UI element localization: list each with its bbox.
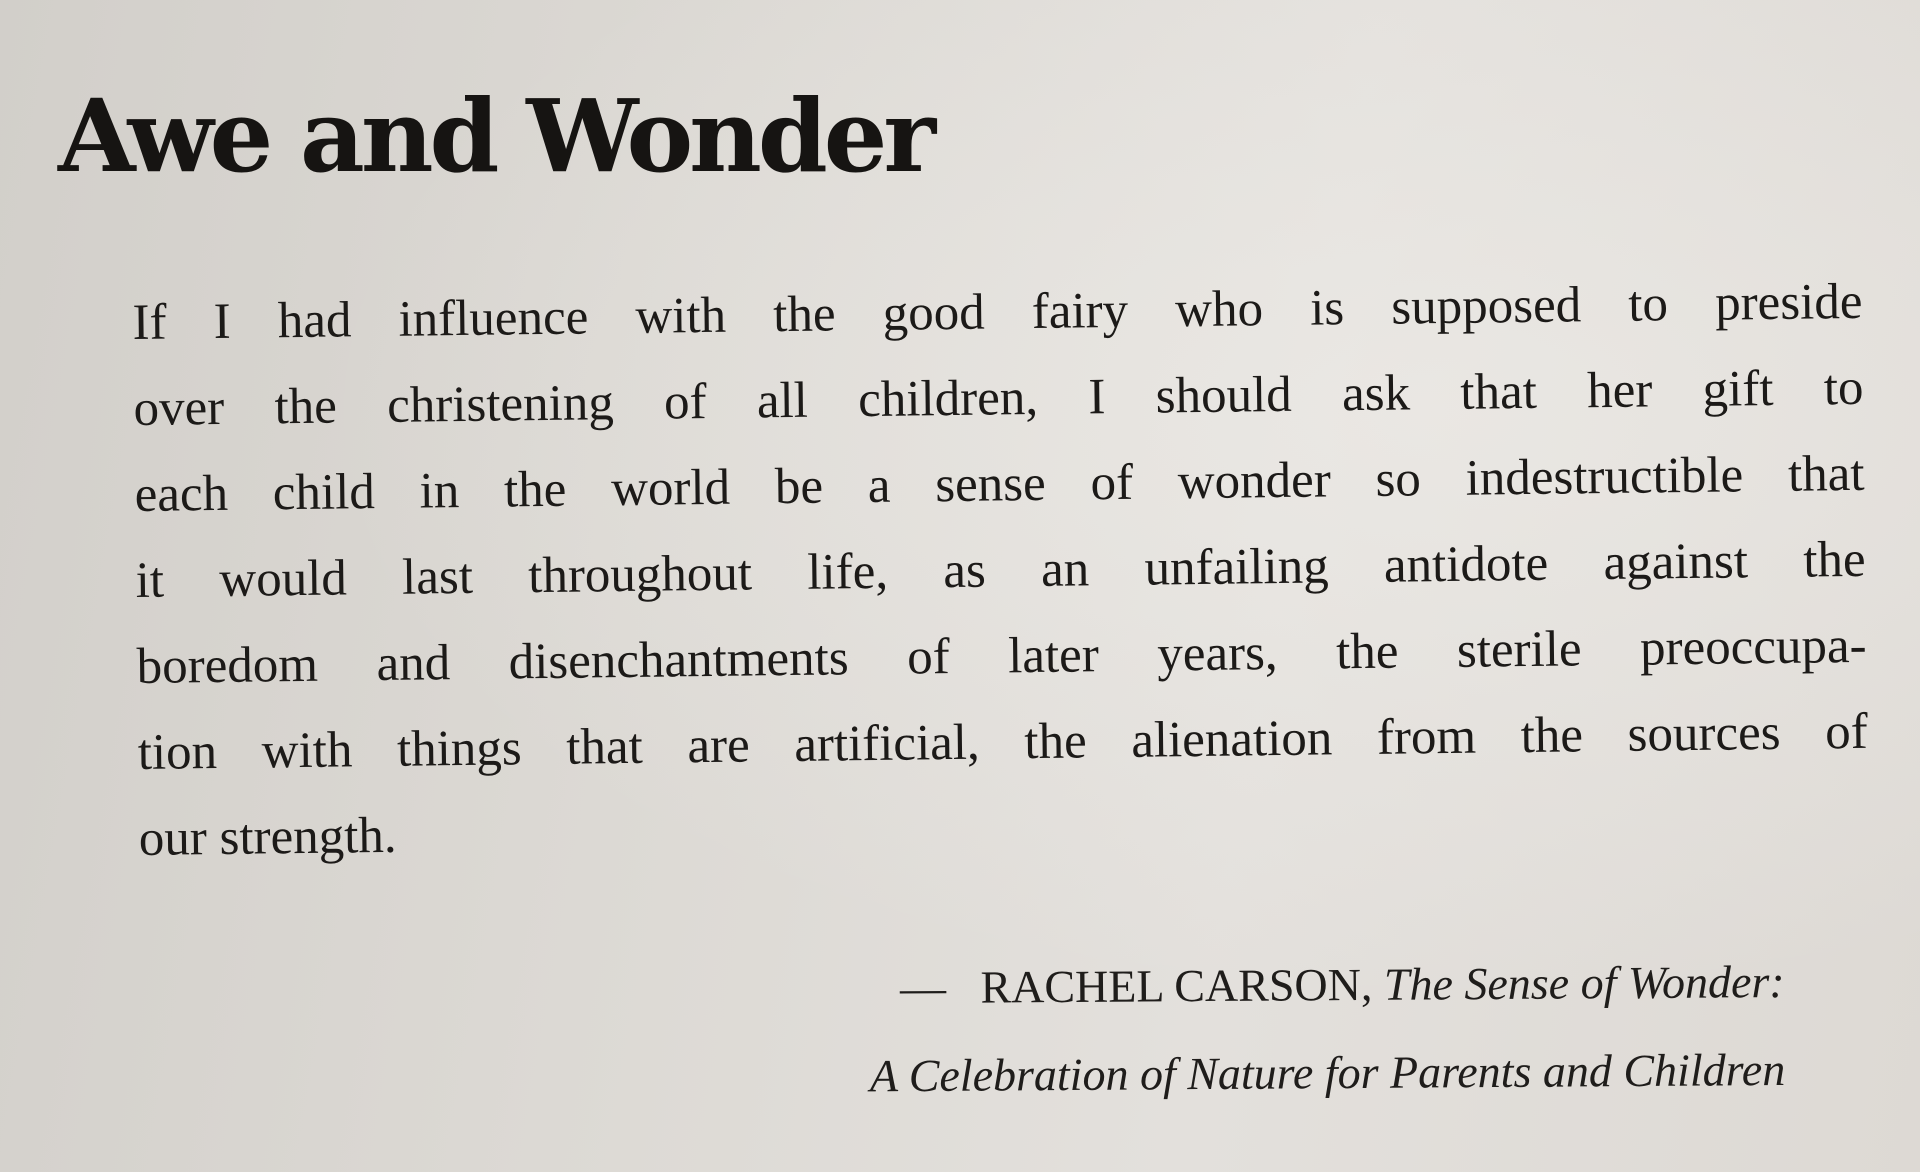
attribution-line-1	[869, 938, 1785, 1032]
quote-line: If I had influence with the good fairy who is supposed to preside	[132, 273, 1863, 351]
quote-line: tion with things that are artificial, the alienation from the sources of	[137, 703, 1868, 781]
attribution-author: RACHEL CARSON,	[979, 958, 1373, 1013]
quote-line: each child in the world be a sense of wonder so indestructible that	[134, 445, 1865, 523]
attribution	[869, 938, 1786, 1120]
quote-line: our strength.	[138, 807, 397, 867]
quote-line: it would last throughout life, as an unfailing antidote against the	[135, 531, 1866, 609]
attribution-dash: —	[899, 961, 946, 1014]
quote-line: boredom and disenchantments of later years, the sterile preoccupa-	[136, 617, 1867, 695]
attribution-book-title: The Sense of Wonder:	[1383, 955, 1785, 1010]
quote-line: over the christening of all children, I should ask that her gift to	[133, 359, 1864, 437]
attribution-book-subtitle: A Celebration of Nature for Parents and Children	[869, 1043, 1786, 1102]
page-title: Awe and Wonder	[58, 77, 933, 195]
quote-block	[132, 259, 1869, 882]
